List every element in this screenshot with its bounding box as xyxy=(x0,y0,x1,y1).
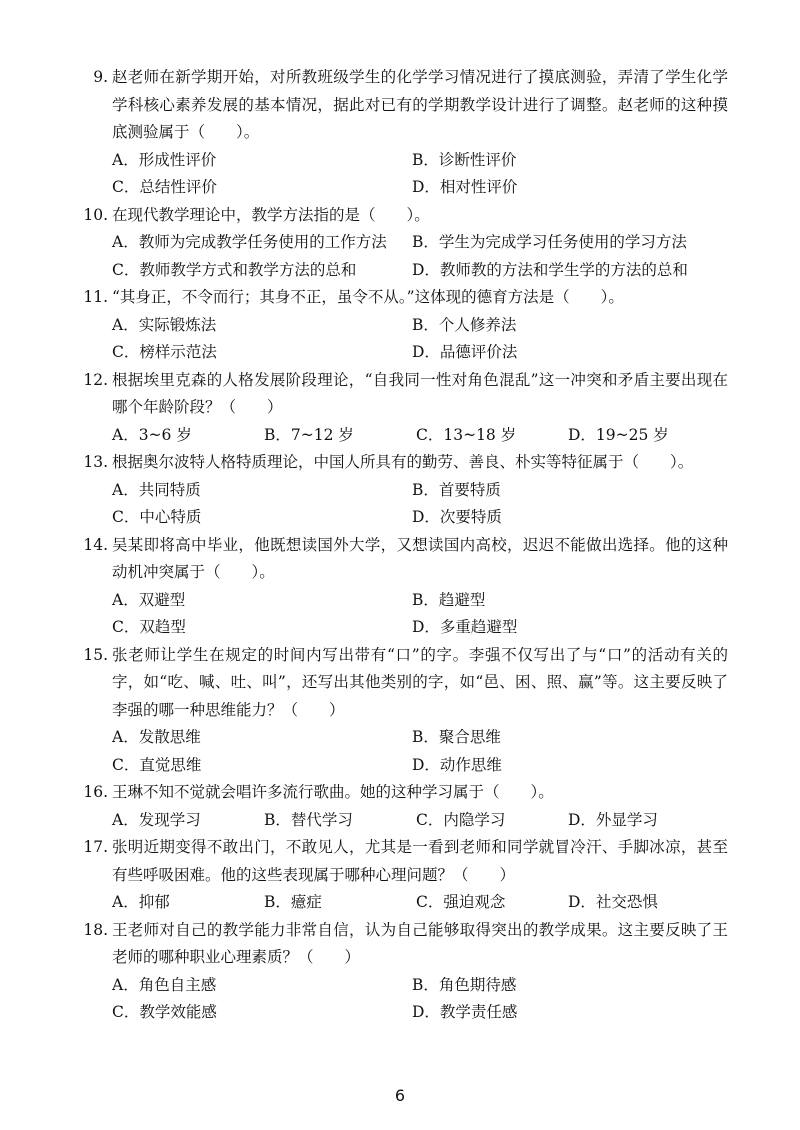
option-a: A．双避型 xyxy=(112,590,186,609)
option-c: C．强迫观念 xyxy=(416,893,506,911)
option-a: A．抑郁 xyxy=(112,893,170,911)
question-12 xyxy=(78,367,728,450)
question-number: 16. xyxy=(83,783,108,801)
option-c: C．内隐学习 xyxy=(416,810,506,829)
option-b: B．个人修养法 xyxy=(412,315,517,334)
option-b: B．聚合思维 xyxy=(412,728,501,746)
option-c: C．13~18 岁 xyxy=(416,425,517,444)
option-c: C．总结性评价 xyxy=(112,178,217,196)
question-text: 在现代教学理论中，教学方法指的是（ ）。 xyxy=(112,205,430,224)
option-b: B．替代学习 xyxy=(264,810,353,829)
option-c: C．双趋型 xyxy=(112,618,186,636)
option-b: B．趋避型 xyxy=(412,590,486,609)
question-text: 王琳不知不觉就会唱许多流行歌曲。她的这种学习属于（ ）。 xyxy=(112,783,554,801)
question-11 xyxy=(78,284,728,367)
option-d: D．社交恐惧 xyxy=(568,893,658,911)
question-text: 根据埃里克森的人格发展阶段理论，“自我同一性对角色混乱”这一冲突和矛盾主要出现在哪个年龄阶段？（ ） xyxy=(112,370,728,416)
question-list xyxy=(78,64,728,1027)
question-text: 张老师让学生在规定的时间内写出带有“口”的字。李强不仅写出了与“口”的活动有关的字，如“吃、喊、吐、叫”，还写出其他类别的字，如“邑、困、照、赢”等。这主要反映了李强的哪一种思维能力？（ ） xyxy=(112,645,728,719)
question-number: 18. xyxy=(83,920,108,939)
option-d: D．相对性评价 xyxy=(412,178,518,196)
question-number: 10. xyxy=(83,205,108,224)
option-c: C．教学效能感 xyxy=(112,1003,217,1021)
option-c: C．教师教学方式和教学方法的总和 xyxy=(112,260,357,279)
page-number: 6 xyxy=(394,1086,406,1105)
question-number: 15. xyxy=(83,645,108,664)
question-number: 11. xyxy=(83,288,108,306)
option-d: D．19~25 岁 xyxy=(568,425,669,444)
option-b: B．癔症 xyxy=(264,893,322,911)
option-b: B．7~12 岁 xyxy=(264,425,354,444)
question-number: 13. xyxy=(83,453,108,471)
option-d: D．外显学习 xyxy=(568,810,658,829)
option-a: A．角色自主感 xyxy=(112,975,217,994)
option-a: A．3~6 岁 xyxy=(112,425,192,444)
option-a: A．教师为完成教学任务使用的工作方法 xyxy=(112,233,387,251)
question-number: 17. xyxy=(83,838,108,856)
question-14 xyxy=(78,532,728,642)
option-d: D．品德评价法 xyxy=(412,343,518,361)
option-c: C．中心特质 xyxy=(112,508,202,526)
question-number: 9. xyxy=(93,68,108,86)
option-d: D．次要特质 xyxy=(412,508,502,526)
option-a: A．发散思维 xyxy=(112,728,201,746)
option-a: A．发现学习 xyxy=(112,810,201,829)
option-c: C．直觉思维 xyxy=(112,755,202,774)
question-9 xyxy=(78,64,728,202)
question-number: 14. xyxy=(83,535,108,554)
option-b: B．角色期待感 xyxy=(412,975,517,994)
question-16 xyxy=(78,779,728,834)
question-text: 张明近期变得不敢出门，不敢见人，尤其是一看到老师和同学就冒冷汗、手脚冰凉，甚至有些呼吸困难。他的这些表现属于哪种心理问题？（ ） xyxy=(112,838,728,884)
option-a: A．共同特质 xyxy=(112,480,201,499)
question-text: “其身正，不令而行；其身不正，虽令不从。”这体现的德育方法是（ ）。 xyxy=(112,288,624,306)
question-15 xyxy=(78,642,728,780)
option-d: D．教学责任感 xyxy=(412,1003,518,1021)
option-b: B．诊断性评价 xyxy=(412,150,517,169)
option-b: B．学生为完成学习任务使用的学习方法 xyxy=(412,233,687,251)
question-text: 赵老师在新学期开始，对所教班级学生的化学学习情况进行了摸底测验，弄清了学生化学学科核心素养发展的基本情况，据此对已有的学期教学设计进行了调整。赵老师的这种摸底测验属于（ ）。 xyxy=(112,68,728,141)
question-text: 根据奥尔波特人格特质理论，中国人所具有的勤劳、善良、朴实等特征属于（ ）。 xyxy=(112,453,694,471)
option-d: D．多重趋避型 xyxy=(412,618,518,636)
option-a: A．形成性评价 xyxy=(112,150,217,169)
question-text: 吴某即将高中毕业，他既想读国外大学，又想读国内高校，迟迟不能做出选择。他的这种动机冲突属于（ ）。 xyxy=(112,535,728,581)
question-10 xyxy=(78,202,728,285)
question-number: 12. xyxy=(83,370,108,389)
option-b: B．首要特质 xyxy=(412,480,501,499)
option-a: A．实际锻炼法 xyxy=(112,315,217,334)
option-d: D．教师教的方法和学生学的方法的总和 xyxy=(412,260,688,279)
option-c: C．榜样示范法 xyxy=(112,343,217,361)
question-13 xyxy=(78,449,728,532)
question-text: 王老师对自己的教学能力非常自信，认为自己能够取得突出的教学成果。这主要反映了王老师的哪种职业心理素质？（ ） xyxy=(112,920,728,966)
question-17 xyxy=(78,834,728,917)
option-d: D．动作思维 xyxy=(412,755,502,774)
question-18 xyxy=(78,917,728,1027)
